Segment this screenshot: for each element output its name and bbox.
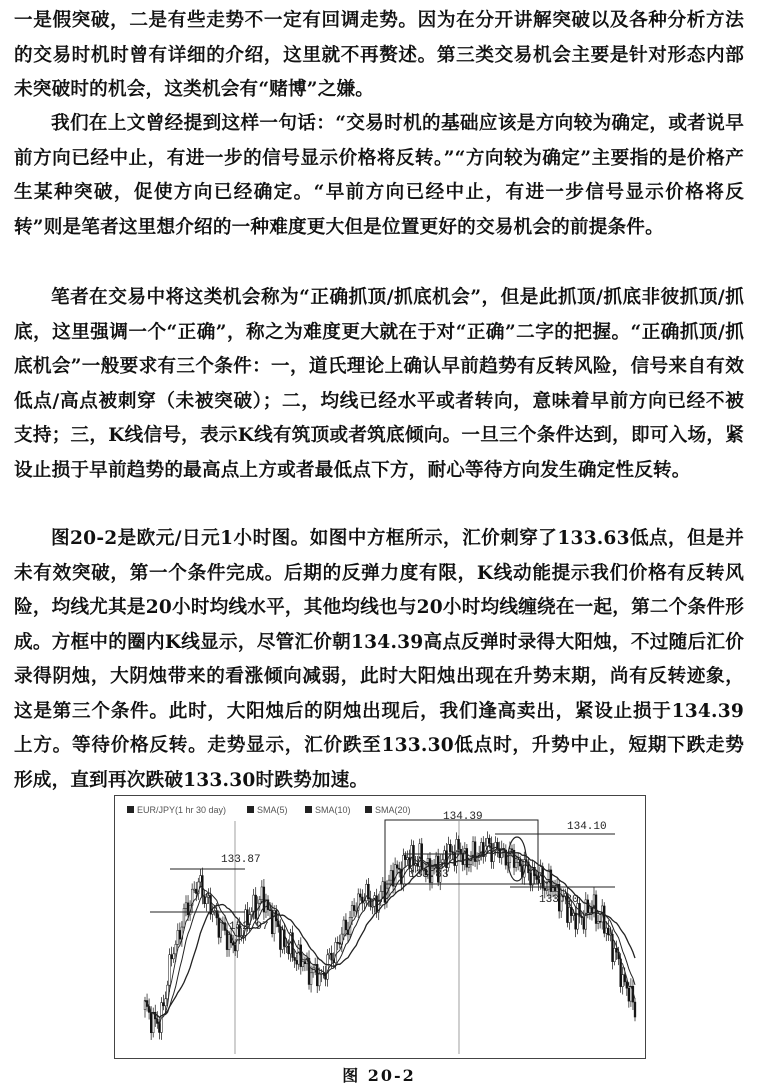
eurjpy-chart-svg bbox=[115, 796, 645, 1058]
candle-body bbox=[489, 838, 491, 843]
candle-body bbox=[624, 975, 626, 982]
legend-item-sma10: SMA(10) bbox=[315, 805, 351, 815]
candle-body bbox=[331, 953, 333, 960]
candle-body bbox=[261, 887, 263, 900]
candle-body bbox=[589, 908, 591, 913]
candle-body bbox=[407, 858, 409, 860]
candle-body bbox=[259, 900, 261, 904]
label-134-10: 134.10 bbox=[567, 821, 607, 833]
candle-body bbox=[253, 895, 255, 912]
candle-body bbox=[511, 849, 513, 850]
candle-body bbox=[568, 907, 570, 922]
candle-body bbox=[296, 960, 298, 964]
candle-body bbox=[597, 921, 599, 923]
figure-caption: 图 20-2 bbox=[342, 1066, 416, 1085]
candle-body bbox=[634, 1002, 636, 1017]
candle-body bbox=[491, 843, 493, 861]
candle-body bbox=[452, 852, 454, 853]
candle-body bbox=[382, 882, 384, 892]
candle-body bbox=[396, 865, 398, 868]
candle-body bbox=[462, 854, 464, 865]
legend-item-sma20: SMA(20) bbox=[375, 805, 411, 815]
candle-body bbox=[605, 928, 607, 933]
candle-body bbox=[193, 889, 195, 890]
candle-body bbox=[546, 889, 548, 890]
candle-body bbox=[476, 860, 478, 861]
paragraph-4: 图20-2是欧元/日元1小时图。如图中方框所示，汇价刺穿了133.63低点，但是并未有效突破，第一个条件完成。后期的反弹力度有限，K线动能提示我们价格有反转风险，均线尤其是20小时均线水平，其他均线也与20小时均线缠绕在一起，第二个条件形成。方框中的圈内K线显示，尽管汇价朝134.39高点反弹时录得大阳烛，不过随后汇价录得阴烛，大阴烛带来的看涨倾向减弱，此时大阳烛出现在升势末期，尚有反转迹象，这是第三个条件。此时，大阳烛后的阴烛出现后，我们逢高卖出，紧设止损于134.39上方。等待价格反转。走势显示，汇价跌至133.30低点时，升势中止，短期下跌走势形成，直到再次跌破133.30时跌势加速。 bbox=[14, 528, 744, 791]
candle-body bbox=[163, 1003, 165, 1006]
candle-body bbox=[413, 845, 415, 865]
candle-body bbox=[468, 865, 470, 867]
candle-body bbox=[626, 982, 628, 988]
candlestick-series bbox=[144, 831, 636, 1040]
candle-body bbox=[384, 882, 386, 903]
candle-body bbox=[204, 896, 206, 903]
candle-body bbox=[554, 888, 556, 892]
candle-body bbox=[179, 930, 181, 939]
candle-body bbox=[294, 957, 296, 960]
candle-body bbox=[552, 888, 554, 892]
candle-body bbox=[175, 944, 177, 954]
paragraph-2: 我们在上文曾经提到这样一句话：“交易时机的基础应该是方向较为确定，或者说早前方向已经中止，有进一步的信号显示价格将反转。”“方向较为确定”主要指的是价格产生某种突破，促使方向已经确定。“早前方向已经中止，有进一步信号显示价格将反转”则是笔者这里想介绍的一种难度更大但是位置更好的交易机会的前提条件。 bbox=[14, 113, 744, 238]
candle-body bbox=[251, 912, 253, 915]
candle-body bbox=[269, 910, 271, 911]
chart-legend bbox=[127, 805, 411, 815]
candle-body bbox=[517, 860, 519, 863]
candle-body bbox=[359, 894, 361, 897]
candle-body bbox=[218, 918, 220, 937]
candle-body bbox=[372, 906, 374, 907]
candle-body bbox=[165, 999, 167, 1006]
candle-body bbox=[228, 935, 230, 950]
candle-body bbox=[390, 871, 392, 881]
candle-body bbox=[281, 930, 283, 950]
paragraph-1: 一是假突破，二是有些走势不一定有回调走势。因为在分开讲解突破以及各种分析方法的交易时机时曾有详细的介绍，这里就不再赘述。第三类交易机会主要是针对形态内部未突破时的机会，这类机会有“赌博”之嫌。 bbox=[14, 10, 744, 100]
candle-body bbox=[220, 923, 222, 938]
candle-body bbox=[150, 1012, 152, 1032]
candle-body bbox=[343, 920, 345, 934]
candle-body bbox=[335, 942, 337, 962]
candle-body bbox=[310, 973, 312, 985]
candle-body bbox=[206, 897, 208, 904]
candle-body bbox=[199, 876, 201, 882]
candle-body bbox=[355, 910, 357, 911]
candle-body bbox=[185, 903, 187, 909]
candle-body bbox=[404, 855, 406, 859]
candle-body bbox=[304, 962, 306, 964]
candle-body bbox=[530, 873, 532, 885]
candle-body bbox=[286, 946, 288, 947]
figure-20-2-chart bbox=[114, 795, 646, 1059]
legend-item-sma5: SMA(5) bbox=[257, 805, 288, 815]
candle-body bbox=[577, 903, 579, 929]
candle-body bbox=[255, 895, 257, 918]
candle-body bbox=[288, 946, 290, 954]
candle-body bbox=[351, 905, 353, 917]
candle-body bbox=[599, 921, 601, 922]
paragraph-3: 笔者在交易中将这类机会称为“正确抓顶/抓底机会”，但是此抓顶/抓底非彼抓顶/抓底，这里强调一个“正确”，称之为难度更大就在于对“正确”二字的把握。“正确抓顶/抓底机会”一般要求有三个条件：一，道氏理论上确认早前趋势有反转风险，信号来自有效低点/高点被刺穿（未被突破）；二，均线已经水平或者转向，意味着早前方向已经不被支持；三，K线信号，表示K线有筑顶或者筑底倾向。一旦三个条件达到，即可入场，紧设止损于早前趋势的最高点上方或者最低点下方，耐心等待方向发生确定性反转。 bbox=[14, 287, 744, 481]
candle-body bbox=[302, 962, 304, 967]
candle-body bbox=[337, 942, 339, 943]
candle-body bbox=[353, 905, 355, 910]
candle-body bbox=[486, 838, 488, 846]
candle-body bbox=[318, 974, 320, 986]
candle-body bbox=[614, 948, 616, 961]
candle-body bbox=[195, 889, 197, 893]
candle-body bbox=[232, 943, 234, 945]
label-133-30: 133.30 bbox=[539, 894, 579, 906]
candle-body bbox=[443, 851, 445, 860]
candle-body bbox=[616, 948, 618, 952]
candle-body bbox=[593, 895, 595, 913]
candle-body bbox=[609, 934, 611, 935]
candle-body bbox=[450, 844, 452, 851]
label-133-83: 133.83 bbox=[409, 869, 449, 881]
candle-body bbox=[226, 930, 228, 949]
candle-body bbox=[441, 860, 443, 863]
candle-body bbox=[607, 928, 609, 935]
candle-body bbox=[202, 876, 204, 897]
candle-body bbox=[620, 959, 622, 987]
candle-body bbox=[345, 920, 347, 930]
candle-body bbox=[173, 954, 175, 959]
candle-body bbox=[458, 839, 460, 849]
candle-body bbox=[177, 930, 179, 944]
candle-body bbox=[169, 955, 171, 985]
candle-body bbox=[421, 844, 423, 870]
candle-body bbox=[329, 953, 331, 955]
label-133-87: 133.87 bbox=[221, 854, 261, 866]
candle-body bbox=[515, 862, 517, 867]
candle-body bbox=[398, 868, 400, 869]
candle-body bbox=[628, 988, 630, 1001]
candle-body bbox=[419, 844, 421, 867]
candle-body bbox=[587, 900, 589, 913]
candle-body bbox=[622, 975, 624, 987]
candle-body bbox=[183, 908, 185, 927]
candle-body bbox=[394, 865, 396, 886]
candle-body bbox=[370, 899, 372, 907]
candle-body bbox=[308, 958, 310, 984]
candle-body bbox=[167, 985, 169, 999]
candle-body bbox=[171, 955, 173, 959]
candle-body bbox=[327, 955, 329, 979]
candle-body bbox=[339, 943, 341, 945]
candle-body bbox=[234, 945, 236, 951]
candle-body bbox=[544, 888, 546, 890]
candle-body bbox=[214, 911, 216, 912]
legend-item-series: EUR/JPY(1 hr 30 day) bbox=[137, 805, 227, 815]
candle-body bbox=[271, 910, 273, 933]
label-134-39: 134.39 bbox=[443, 811, 483, 823]
candle-body bbox=[187, 903, 189, 915]
label-132-97: 132.97 bbox=[229, 921, 269, 933]
candle-body bbox=[279, 927, 281, 950]
candle-body bbox=[152, 1012, 154, 1033]
